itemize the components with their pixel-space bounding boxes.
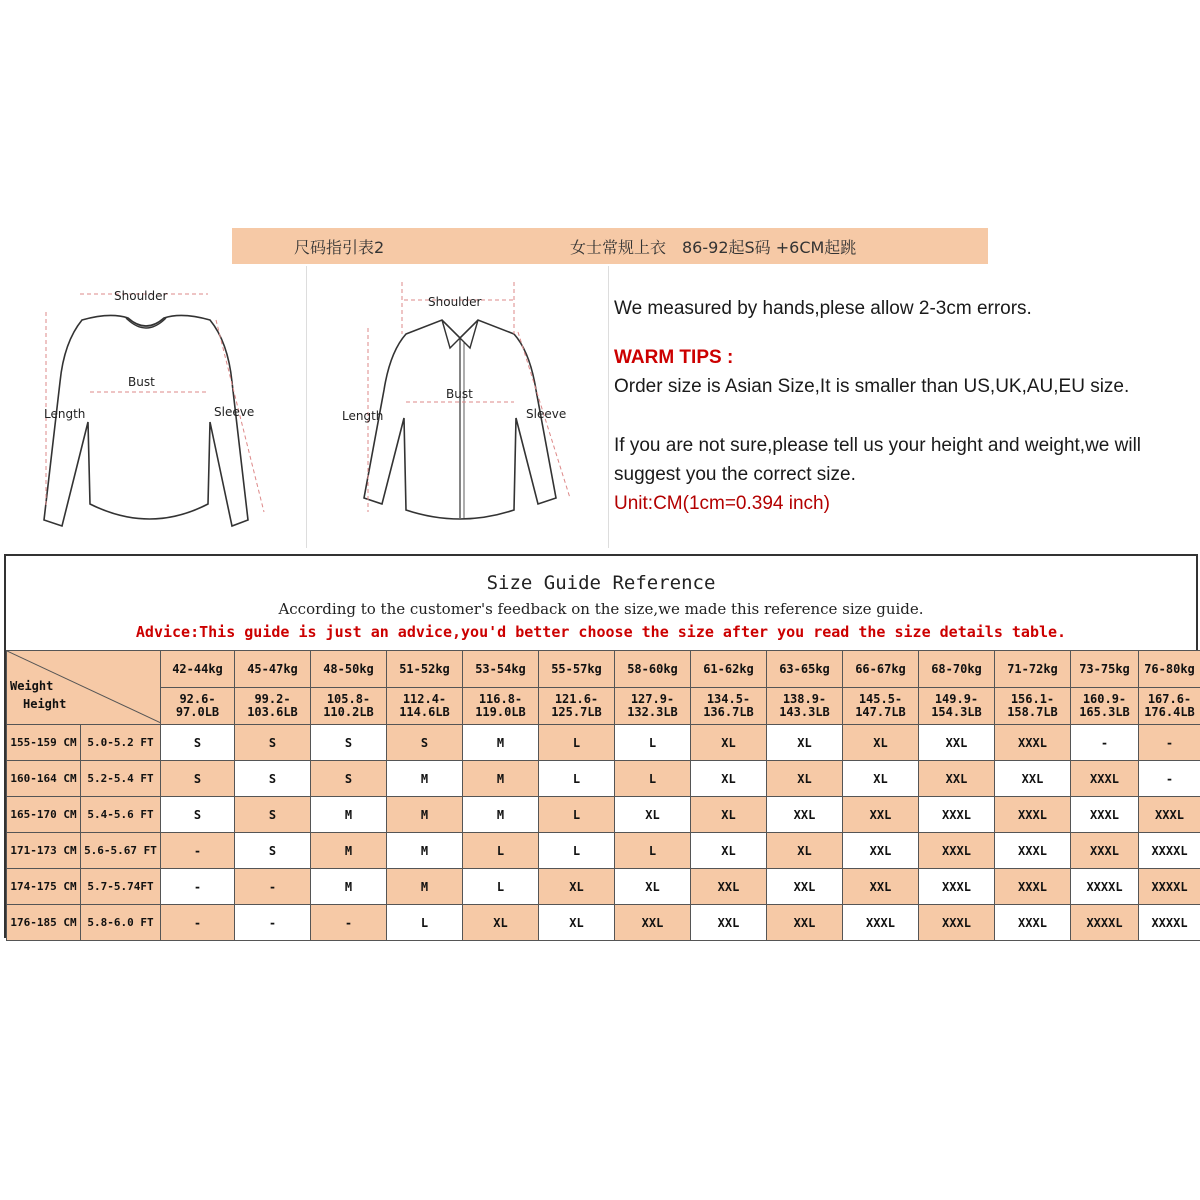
weight-lb-header: 167.6-176.4LB	[1139, 688, 1200, 725]
size-cell: M	[387, 797, 463, 833]
size-cell: XXL	[919, 725, 995, 761]
height-ft-cell: 5.8-6.0 FT	[81, 905, 161, 941]
size-cell: XXXL	[843, 905, 919, 941]
height-ft-cell: 5.7-5.74FT	[81, 869, 161, 905]
height-cm-cell: 155-159 CM	[7, 725, 81, 761]
size-cell: XL	[539, 869, 615, 905]
size-cell: L	[463, 869, 539, 905]
size-cell: XL	[691, 725, 767, 761]
weight-kg-header: 68-70kg	[919, 651, 995, 688]
size-cell: XXL	[843, 869, 919, 905]
weight-kg-header: 76-80kg	[1139, 651, 1200, 688]
banner-right-text: 女士常规上衣 86-92起S码 +6CM起跳	[570, 237, 857, 257]
size-guide	[4, 554, 1198, 938]
size-cell: XL	[843, 725, 919, 761]
size-cell: L	[539, 797, 615, 833]
weight-kg-header: 42-44kg	[161, 651, 235, 688]
weight-kg-header: 48-50kg	[311, 651, 387, 688]
size-cell: XL	[615, 869, 691, 905]
label-sleeve: Sleeve	[526, 407, 567, 421]
size-cell: XL	[615, 797, 691, 833]
size-cell: XXXL	[919, 797, 995, 833]
panel-divider	[608, 266, 609, 548]
size-cell: XL	[767, 761, 843, 797]
table-row	[7, 869, 1200, 905]
label-sleeve: Sleeve	[214, 405, 255, 419]
size-cell: XXL	[691, 869, 767, 905]
size-cell: L	[615, 725, 691, 761]
size-cell: XXXL	[919, 833, 995, 869]
size-cell: S	[161, 797, 235, 833]
height-ft-cell: 5.0-5.2 FT	[81, 725, 161, 761]
size-cell: -	[161, 905, 235, 941]
size-cell: XXL	[843, 797, 919, 833]
size-cell: XXL	[767, 869, 843, 905]
size-cell: L	[615, 833, 691, 869]
size-cell: S	[235, 833, 311, 869]
size-cell: XL	[463, 905, 539, 941]
weight-kg-header: 53-54kg	[463, 651, 539, 688]
banner-left-text: 尺码指引表2	[294, 237, 385, 257]
size-cell: XXXL	[995, 905, 1071, 941]
height-cm-cell: 160-164 CM	[7, 761, 81, 797]
size-cell: L	[463, 833, 539, 869]
suggest-note: If you are not sure,please tell us your height and weight,we will suggest you the correct size.	[614, 435, 1142, 485]
size-cell: -	[235, 869, 311, 905]
weight-lb-header: 156.1-158.7LB	[995, 688, 1071, 725]
size-cell: M	[387, 869, 463, 905]
weight-kg-header: 63-65kg	[767, 651, 843, 688]
size-cell: S	[387, 725, 463, 761]
size-cell: L	[539, 833, 615, 869]
weight-lb-header: 145.5-147.7LB	[843, 688, 919, 725]
size-cell: M	[463, 797, 539, 833]
size-cell: XXXXL	[1139, 869, 1200, 905]
weight-kg-header: 71-72kg	[995, 651, 1071, 688]
table-row	[7, 905, 1200, 941]
height-cm-cell: 165-170 CM	[7, 797, 81, 833]
size-cell: XXXL	[1071, 761, 1139, 797]
size-cell: XL	[691, 833, 767, 869]
size-cell: -	[311, 905, 387, 941]
size-cell: XXL	[691, 905, 767, 941]
size-cell: XXXXL	[1139, 905, 1200, 941]
table-row	[7, 833, 1200, 869]
size-cell: XL	[767, 833, 843, 869]
size-cell: -	[161, 833, 235, 869]
height-cm-cell: 171-173 CM	[7, 833, 81, 869]
size-cell: XXXL	[995, 869, 1071, 905]
chart-banner	[232, 228, 988, 264]
size-cell: XXL	[843, 833, 919, 869]
size-cell: XXL	[919, 761, 995, 797]
size-cell: L	[539, 725, 615, 761]
size-cell: XXXL	[995, 797, 1071, 833]
size-cell: L	[539, 761, 615, 797]
warm-tips-text: Order size is Asian Size,It is smaller than US,UK,AU,EU size.	[614, 376, 1130, 397]
size-cell: XXXL	[919, 869, 995, 905]
label-shoulder: Shoulder	[114, 289, 168, 303]
size-cell: M	[387, 761, 463, 797]
weight-lb-header: 105.8-110.2LB	[311, 688, 387, 725]
size-cell: XXL	[767, 797, 843, 833]
weight-lb-header: 160.9-165.3LB	[1071, 688, 1139, 725]
size-cell: XXXXL	[1071, 905, 1139, 941]
size-cell: XL	[539, 905, 615, 941]
size-cell: -	[235, 905, 311, 941]
size-cell: XL	[691, 761, 767, 797]
measurement-notes	[614, 294, 1199, 518]
size-table	[6, 650, 1200, 941]
size-cell: XXXL	[995, 725, 1071, 761]
weight-kg-header: 66-67kg	[843, 651, 919, 688]
size-cell: M	[311, 833, 387, 869]
size-cell: S	[161, 761, 235, 797]
height-ft-cell: 5.4-5.6 FT	[81, 797, 161, 833]
weight-lb-header: 149.9-154.3LB	[919, 688, 995, 725]
table-row	[7, 725, 1200, 761]
weight-kg-header: 51-52kg	[387, 651, 463, 688]
weight-lb-header: 92.6-97.0LB	[161, 688, 235, 725]
size-cell: S	[161, 725, 235, 761]
size-cell: M	[463, 725, 539, 761]
size-cell: XXXL	[1071, 797, 1139, 833]
size-cell: -	[161, 869, 235, 905]
label-shoulder: Shoulder	[428, 295, 482, 309]
corner-weight-label: Weight	[10, 679, 54, 693]
shirt-diagram	[318, 272, 602, 542]
size-cell: XXL	[615, 905, 691, 941]
weight-kg-header: 45-47kg	[235, 651, 311, 688]
weight-lb-header: 138.9-143.3LB	[767, 688, 843, 725]
size-cell: M	[311, 869, 387, 905]
size-cell: XL	[843, 761, 919, 797]
size-cell: XXXXL	[1139, 833, 1200, 869]
height-cm-cell: 176-185 CM	[7, 905, 81, 941]
size-cell: XXXL	[1139, 797, 1200, 833]
weight-lb-header: 99.2-103.6LB	[235, 688, 311, 725]
panel-divider	[306, 266, 307, 548]
size-cell: S	[235, 725, 311, 761]
size-cell: XXXXL	[1071, 869, 1139, 905]
guide-title: Size Guide Reference	[486, 572, 716, 594]
height-ft-cell: 5.2-5.4 FT	[81, 761, 161, 797]
tshirt-diagram	[10, 272, 300, 542]
corner-height-label: Height	[23, 697, 67, 711]
weight-kg-header: 55-57kg	[539, 651, 615, 688]
size-cell: XXXL	[995, 833, 1071, 869]
size-cell: XL	[767, 725, 843, 761]
guide-advice: Advice:This guide is just an advice,you'd better choose the size after you read the size details table.	[135, 623, 1067, 641]
size-cell: XXL	[767, 905, 843, 941]
weight-lb-header: 116.8-119.0LB	[463, 688, 539, 725]
size-cell: L	[387, 905, 463, 941]
size-cell: -	[1139, 725, 1200, 761]
size-cell: XXXL	[919, 905, 995, 941]
table-row	[7, 797, 1200, 833]
weight-kg-header: 61-62kg	[691, 651, 767, 688]
size-cell: S	[311, 761, 387, 797]
label-bust: Bust	[128, 375, 155, 389]
weight-lb-header: 121.6-125.7LB	[539, 688, 615, 725]
size-cell: XXXL	[1071, 833, 1139, 869]
size-cell: M	[311, 797, 387, 833]
size-cell: -	[1071, 725, 1139, 761]
table-row	[7, 761, 1200, 797]
size-cell: -	[1139, 761, 1200, 797]
size-cell: S	[311, 725, 387, 761]
size-cell: S	[235, 797, 311, 833]
size-cell: L	[615, 761, 691, 797]
weight-lb-header: 112.4-114.6LB	[387, 688, 463, 725]
unit-note: Unit:CM(1cm=0.394 inch)	[614, 493, 830, 514]
weight-lb-header: 134.5-136.7LB	[691, 688, 767, 725]
size-cell: S	[235, 761, 311, 797]
size-cell: XXL	[995, 761, 1071, 797]
weight-lb-header: 127.9-132.3LB	[615, 688, 691, 725]
guide-subtitle: According to the customer's feedback on the size,we made this reference size guide.	[278, 600, 924, 618]
size-cell: M	[463, 761, 539, 797]
label-length: Length	[342, 409, 384, 423]
weight-kg-header: 58-60kg	[615, 651, 691, 688]
label-length: Length	[44, 407, 86, 421]
size-cell: XL	[691, 797, 767, 833]
height-cm-cell: 174-175 CM	[7, 869, 81, 905]
table-corner-header	[7, 651, 161, 725]
measure-note: We measured by hands,plese allow 2-3cm errors.	[614, 298, 1032, 319]
height-ft-cell: 5.6-5.67 FT	[81, 833, 161, 869]
size-cell: M	[387, 833, 463, 869]
warm-tips-title: WARM TIPS :	[614, 347, 734, 368]
weight-kg-header: 73-75kg	[1071, 651, 1139, 688]
label-bust: Bust	[446, 387, 473, 401]
